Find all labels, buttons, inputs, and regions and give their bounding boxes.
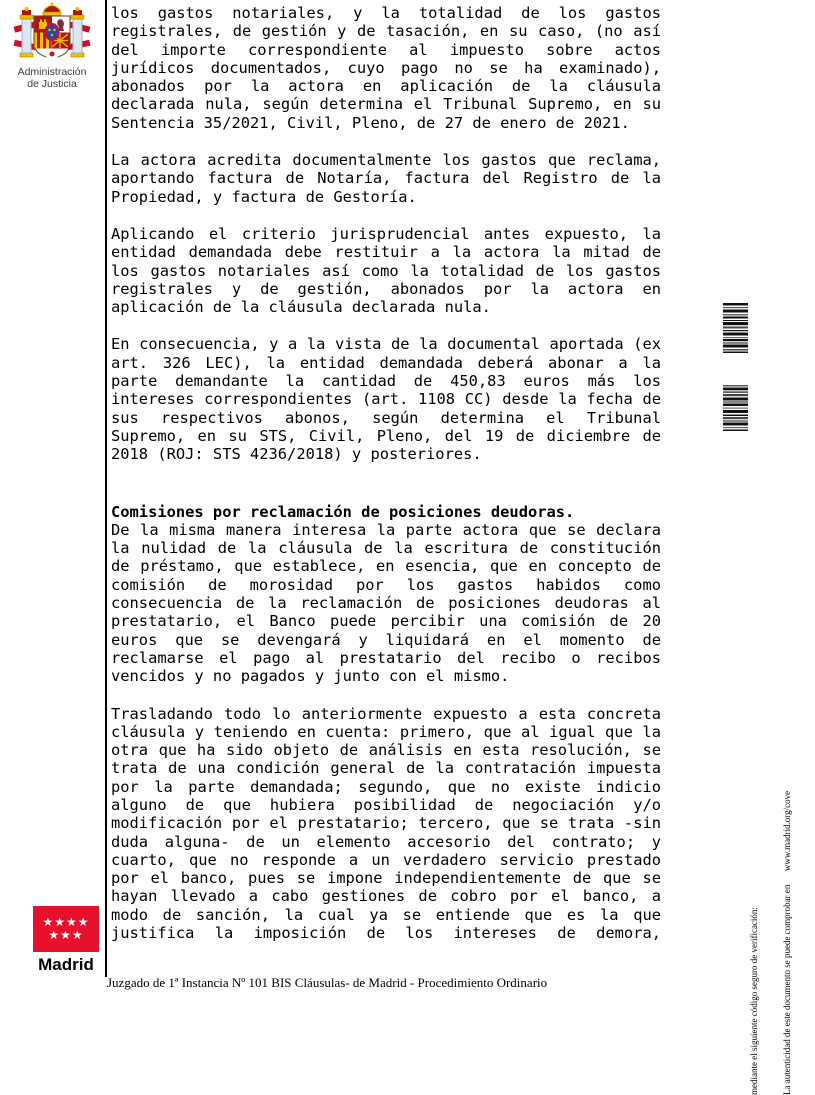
paragraph-trasladando-analisis: Trasladando todo lo anteriormente expuesto a esta concreta cláusula y teniendo en cuenta: primero, que al igual que la otra que ha sido objeto de análisis en esta resolución, se trata de una condición general de la contratación impuesta por la parte demandada; segundo, que no existe indicio alguno de que hubiera posibilidad de negociación y/o modificación por el prestatario; tercero, que se trata -sin duda alguna- de un elemento accesorio del contrato; y cuarto, que no responde a un verdadero servicio prestado por el banco, pues se impone independientemente de que se hayan llevado a cabo gestiones de cobro por el banco, a modo de sanción, la cual ya se entiende que es la que justifica la imposición de los intereses de demora, [111, 704, 661, 943]
paragraph-criterio-jurisprudencial: Aplicando el criterio jurisprudencial antes expuesto, la entidad demandada debe restituir a la actora la mitad de los gastos notariales así como la totalidad de los gastos registrales y de gestión, abonados por la actora en aplicación de la cláusula declarada nula. [111, 224, 661, 317]
madrid-stars-row2: ★★★ [48, 928, 84, 942]
madrid-label: Madrid [38, 955, 94, 974]
justice-administration-block [0, 2, 104, 90]
barcode-icon [723, 385, 748, 431]
paragraph-acreditacion-facturas: La actora acredita documentalmente los gastos que reclama, aportando factura de Notaría, factura del Registro de la Propiedad, y factura de Gestoría. [111, 151, 661, 206]
barcode-icon [723, 303, 748, 353]
footer-court-text: Juzgado de 1ª Instancia Nº 101 BIS Cláusulas- de Madrid - Procedimiento Ordinario [107, 975, 548, 990]
admin-justicia-line2: de Justicia [27, 78, 77, 90]
document-body [111, 4, 661, 942]
madrid-logo [33, 906, 99, 975]
madrid-stars-row1: ★★★★ [42, 915, 90, 929]
paragraph-gastos-notariales: los gastos notariales, y la totalidad de los gastos registrales, de gestión y de tasación, en su caso, (no así del importe correspondiente al impuesto sobre actos jurídicos documentados, cuyo pago no se ha examinado), abonados por la actora en aplicación de la cláusula declarada nula, según determina el Tribunal Supremo, en su Sentencia 35/2021, Civil, Pleno, de 27 de enero de 2021. [111, 4, 661, 132]
madrid-flag-icon [33, 906, 99, 952]
sidebar-divider-line [105, 0, 107, 977]
admin-justicia-line1: Administración [17, 66, 87, 78]
paragraph-condena-cantidad: En consecuencia, y a la vista de la documental aportada (ex art. 326 LEC), la entidad demandada deberá abonar a la parte demandante la cantidad de 450,83 euros más los intereses correspondientes (art. 1108 CC) desde la fecha de sus respectivos abonos, según determina el Tribunal Supremo, en su STS, Civil, Pleno, del 19 de diciembre de 2018 (ROJ: STS 4236/2018) y posteriores. [111, 335, 661, 464]
admin-justicia-label [0, 66, 104, 90]
verification-line-outer: La autenticidad de este documento se puede comprobar en www.madrid.org/cove [782, 790, 792, 1095]
paragraph-nulidad-comision: De la misma manera interesa la parte actora que se declara la nulidad de la cláusula de la escritura de constitución de préstamo, que establece, en esencia, que en concepto de comisión de morosidad por los gastos habidos como consecuencia de la reclamación de posiciones deudoras al prestatario, el Banco puede percibir una comisión de 20 euros que se devengará y liquidará en el momento de reclamarse el pago al prestatario del recibo o recibos vencidos y no pagados y junto con el mismo. [111, 520, 661, 686]
verification-line-inner: mediante el siguiente código seguro de verificación: [749, 907, 759, 1095]
verification-text [727, 760, 792, 1095]
spain-coat-of-arms-icon [13, 2, 91, 64]
heading-comisiones-posiciones-deudoras: Comisiones por reclamación de posiciones deudoras. [111, 502, 575, 521]
